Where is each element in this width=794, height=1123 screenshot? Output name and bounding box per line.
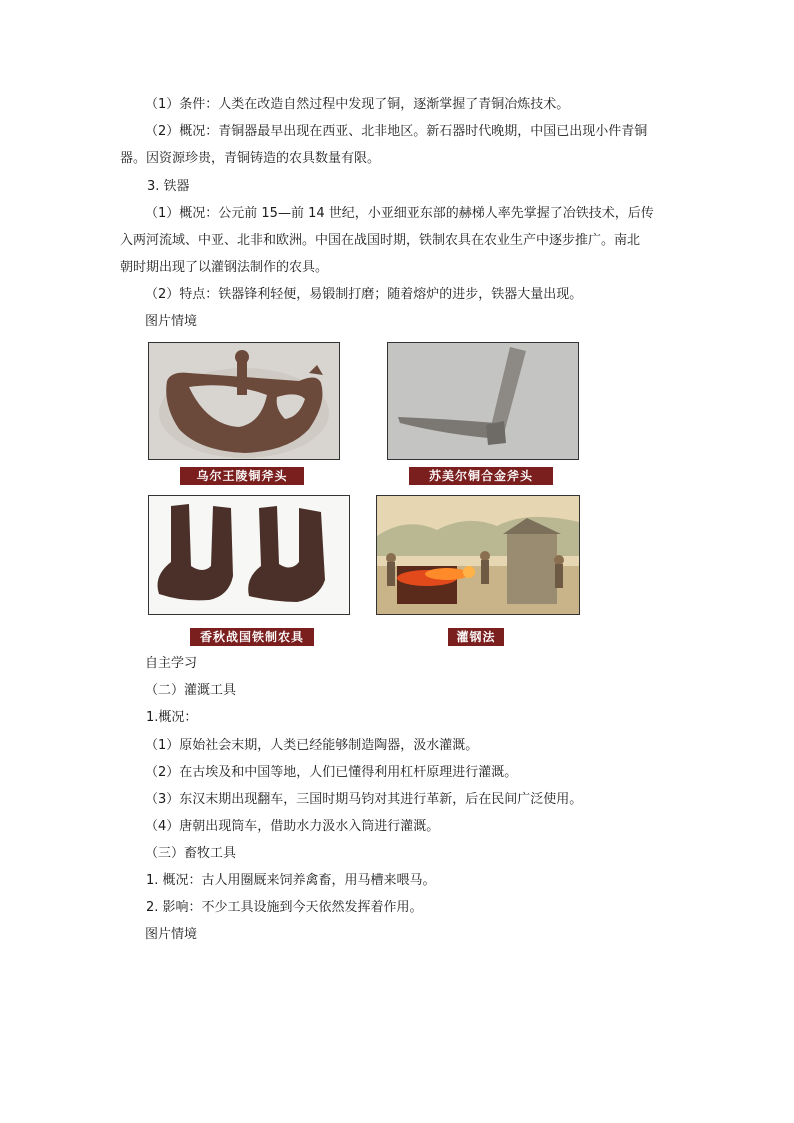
heading-livestock-tools: （三）畜牧工具 — [145, 846, 237, 861]
line-iron-overview-2: 入两河流域、中亚、北非和欧洲。中国在战国时期，铁制农具在农业生产中逐步推广。南北 — [120, 233, 641, 248]
line-bronze-overview-1: （2）概况：青铜器最早出现在西亚、北非地区。新石器时代晚期，中国已出现小件青铜 — [145, 124, 648, 139]
line-bronze-overview-2: 器。因资源珍贵，青铜铸造的农具数量有限。 — [120, 151, 381, 166]
caption-iron-tools: 香秋战国铁制农具 — [190, 628, 314, 646]
heading-picture-context-1: 图片情境 — [145, 314, 198, 329]
figure-warring-states-iron-tools — [148, 495, 350, 615]
line-livestock-overview: 1. 概况：古人用圈厩来饲养禽畜，用马槽来喂马。 — [146, 873, 436, 888]
line-condition: （1）条件：人类在改造自然过程中发现了铜，逐渐掌握了青铜冶炼技术。 — [145, 97, 570, 112]
sumer-alloy-axe-image — [388, 343, 578, 459]
heading-picture-context-2: 图片情境 — [145, 927, 198, 942]
caption-steel-pouring: 灌钢法 — [448, 628, 504, 646]
heading-self-study: 自主学习 — [145, 656, 198, 671]
line-livestock-impact: 2. 影响：不少工具设施到今天依然发挥着作用。 — [146, 900, 423, 915]
heading-iron: 3. 铁器 — [147, 179, 190, 194]
line-irrigation-2: （2）在古埃及和中国等地，人们已懂得利用杠杆原理进行灌溉。 — [145, 765, 518, 780]
figure-ur-copper-axe — [148, 342, 340, 460]
line-iron-features: （2）特点：铁器锋利轻便，易锻制打磨；随着熔炉的进步，铁器大量出现。 — [145, 287, 583, 302]
line-irrigation-3: （3）东汉末期出现翻车，三国时期马钧对其进行革新，后在民间广泛使用。 — [145, 792, 583, 807]
ur-copper-axe-image — [149, 343, 339, 459]
line-irrigation-1: （1）原始社会末期，人类已经能够制造陶器，汲水灌溉。 — [145, 738, 479, 753]
line-iron-overview-1: （1）概况：公元前 15—前 14 世纪，小亚细亚东部的赫梯人率先掌握了冶铁技术，后传 — [145, 206, 654, 221]
steel-pouring-image — [377, 496, 579, 614]
line-irrigation-overview: 1.概况： — [146, 710, 198, 725]
caption-ur-copper-axe: 乌尔王陵铜斧头 — [180, 467, 304, 485]
line-iron-overview-3: 朝时期出现了以灌钢法制作的农具。 — [120, 260, 329, 275]
figure-steel-pouring-method — [376, 495, 580, 615]
heading-irrigation-tools: （二）灌溉工具 — [145, 683, 237, 698]
figure-sumer-alloy-axe — [387, 342, 579, 460]
line-irrigation-4: （4）唐朝出现筒车，借助水力汲水入筒进行灌溉。 — [145, 819, 440, 834]
caption-sumer-alloy-axe: 苏美尔铜合金斧头 — [409, 467, 553, 485]
iron-tools-image — [149, 496, 349, 614]
